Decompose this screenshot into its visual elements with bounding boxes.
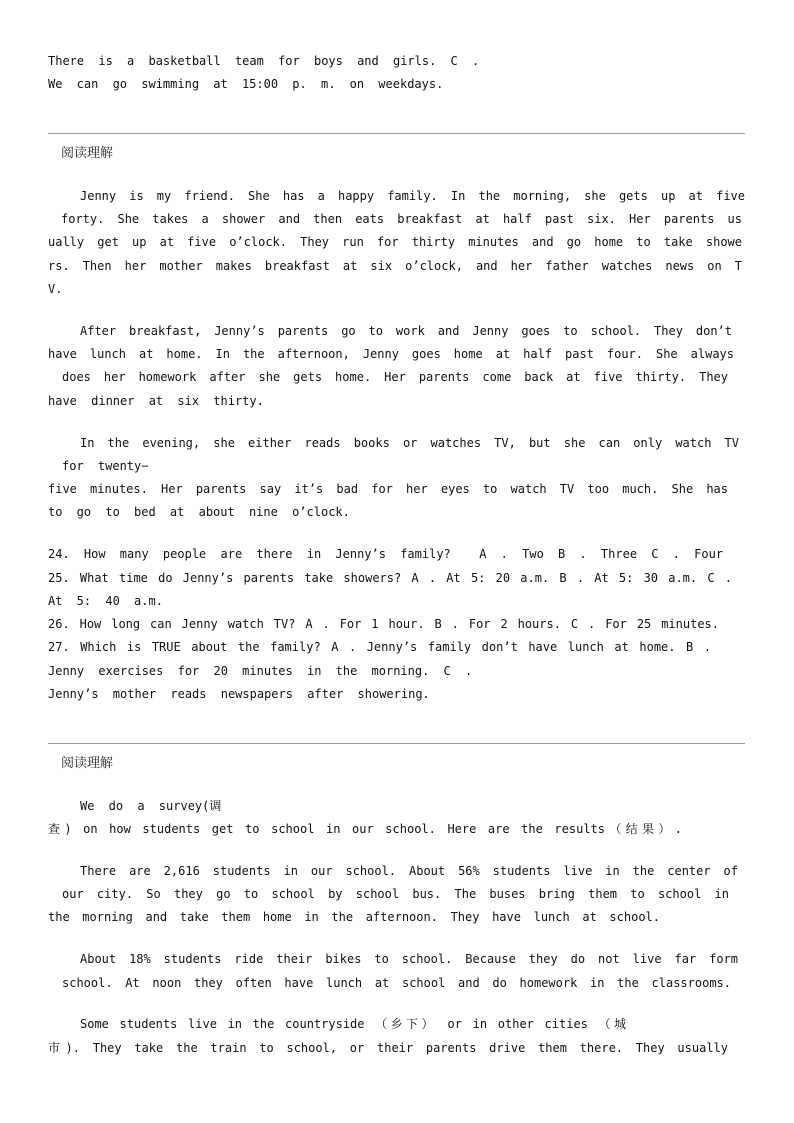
- question-line: 25. What time do Jenny’s parents take showers? A . At 5: 20 a.m. B . At 5: 30 a.m. C .: [48, 571, 732, 585]
- paragraph-line: have dinner at six thirty.: [48, 394, 264, 408]
- text-line: There is a basketball team for boys and girls. C .: [48, 54, 480, 68]
- paragraph-line: for twenty−: [62, 459, 149, 473]
- paragraph-line: forty. She takes a shower and then eats breakfast at half past six. Her parents us: [61, 212, 742, 226]
- text-line: We can go swimming at 15:00 p. m. on weekdays.: [48, 77, 444, 91]
- paragraph-line: to go to bed at about nine o’clock.: [48, 505, 350, 519]
- paragraph-line: We do a survey(调: [80, 799, 222, 813]
- paragraph-line: V.: [48, 282, 63, 296]
- paragraph-line: 市). They take the train to school, or their parents drive them there. They usually: [48, 1041, 728, 1055]
- question-line: At 5: 40 a.m.: [48, 594, 163, 608]
- paragraph-line: 查) on how students get to school in our school. Here are the results（结果）.: [48, 822, 682, 836]
- paragraph-line: About 18% students ride their bikes to school. Because they do not live far form: [80, 952, 738, 966]
- section-divider: [48, 743, 745, 744]
- paragraph-line: rs. Then her mother makes breakfast at six o’clock, and her father watches news on T: [48, 259, 742, 273]
- paragraph-line: our city. So they go to school by school bus. The buses bring them to school in: [62, 887, 729, 901]
- paragraph-line: ually get up at five o’clock. They run for thirty minutes and go home to take showe: [48, 235, 742, 249]
- paragraph-line: does her homework after she gets home. Her parents come back at five thirty. They: [62, 370, 728, 384]
- question-line: 27. Which is TRUE about the family? A . Jenny’s family don’t have lunch at home. B .: [48, 640, 711, 654]
- paragraph-line: In the evening, she either reads books or watches TV, but she can only watch TV: [80, 436, 739, 450]
- paragraph-line: school. At noon they often have lunch at school and do homework in the classrooms.: [62, 976, 731, 990]
- question-line: Jenny’s mother reads newspapers after showering.: [48, 687, 430, 701]
- paragraph-line: Some students live in the countryside （乡下） or in other cities （城: [80, 1017, 626, 1031]
- paragraph-line: five minutes. Her parents say it’s bad for her eyes to watch TV too much. She has: [48, 482, 728, 496]
- paragraph-line: There are 2,616 students in our school. About 56% students live in the center of: [80, 864, 738, 878]
- section-divider: [48, 133, 745, 134]
- paragraph-line: have lunch at home. In the afternoon, Jenny goes home at half past four. She always: [48, 347, 734, 361]
- question-line: 26. How long can Jenny watch TV? A . For 1 hour. B . For 2 hours. C . For 25 minutes.: [48, 617, 719, 631]
- section-heading: 阅读理解: [61, 146, 114, 161]
- paragraph-line: Jenny is my friend. She has a happy family. In the morning, she gets up at five: [80, 189, 745, 203]
- section-heading: 阅读理解: [61, 756, 114, 771]
- paragraph-line: After breakfast, Jenny’s parents go to work and Jenny goes to school. They don’t: [80, 324, 732, 338]
- question-line: 24. How many people are there in Jenny’s family? A . Two B . Three C . Four: [48, 547, 724, 561]
- paragraph-line: the morning and take them home in the afternoon. They have lunch at school.: [48, 910, 660, 924]
- question-line: Jenny exercises for 20 minutes in the morning. C .: [48, 664, 473, 678]
